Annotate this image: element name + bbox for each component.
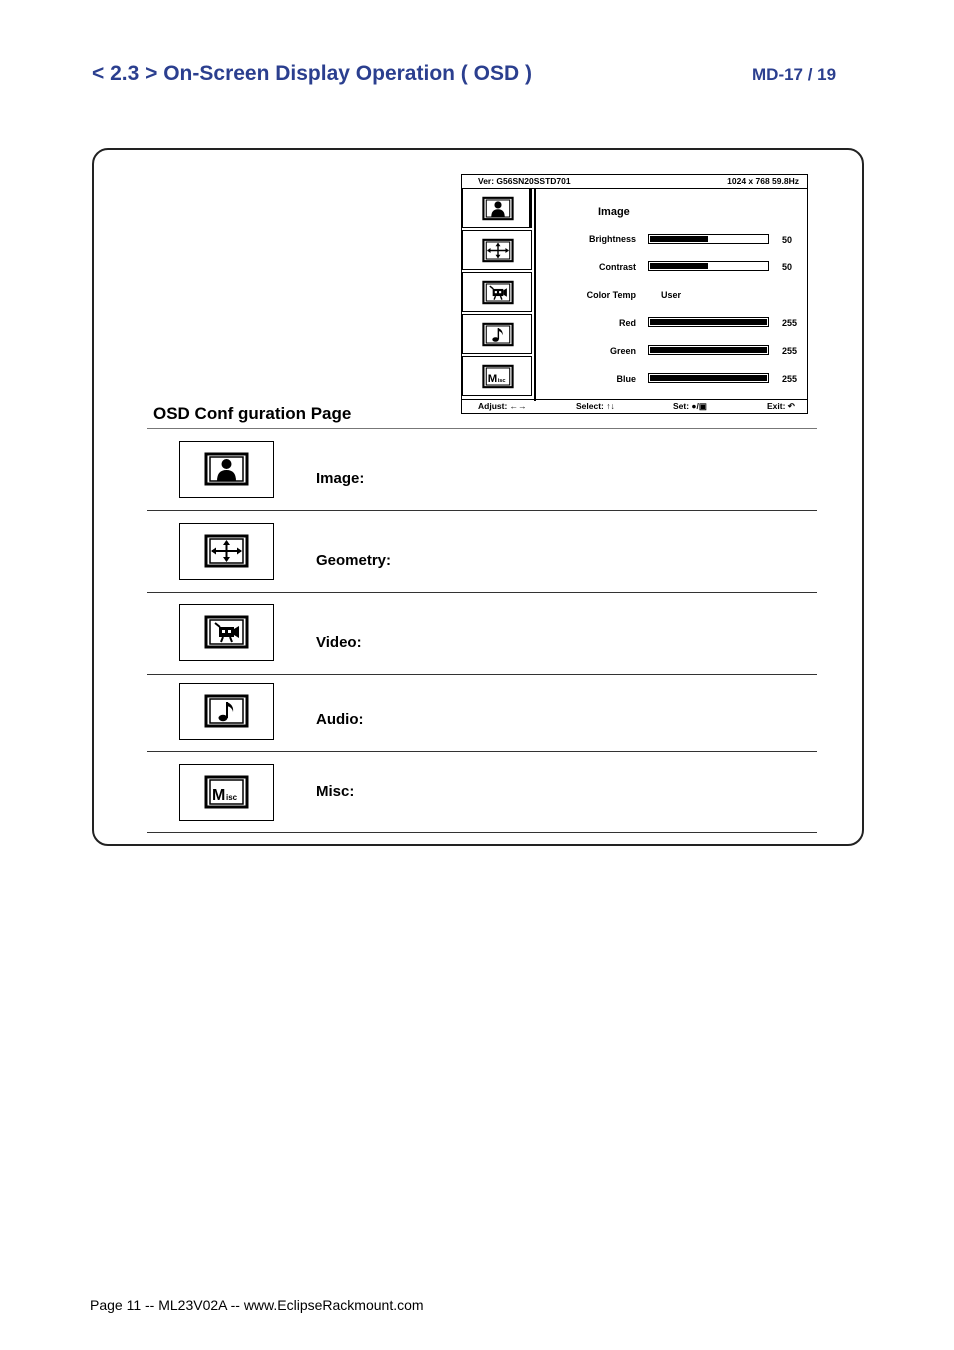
menu-item-video: Video: (316, 634, 362, 651)
osd-hint-exit: Exit: ↶ (767, 401, 795, 411)
osd-hint-select: Select: ↑↓ (576, 401, 615, 411)
misc-icon-small-letters: isc (497, 378, 506, 385)
green-value: 255 (782, 346, 798, 356)
page-footer: Page 11 -- ML23V02A -- www.EclipseRackmount.com (90, 1297, 424, 1313)
divider (147, 751, 817, 752)
osd-label-green: Green (609, 346, 636, 356)
misc-icon-box (179, 764, 274, 821)
red-value: 255 (782, 318, 798, 328)
brightness-value: 50 (782, 235, 793, 245)
osd-label-contrast: Contrast (598, 262, 636, 272)
audio-icon-box (179, 683, 274, 740)
red-slider[interactable] (648, 317, 769, 327)
model-number: MD-17 / 19 (752, 65, 837, 84)
contrast-fill (650, 263, 708, 269)
blue-value: 255 (782, 374, 798, 384)
person-icon (482, 196, 514, 221)
image-icon-box (179, 441, 274, 498)
green-slider[interactable] (648, 345, 769, 355)
osd-hint-adjust: Adjust: ←→ (478, 401, 527, 411)
color-temp-value[interactable]: User (661, 290, 682, 300)
divider (147, 592, 817, 593)
osd-panel (461, 174, 808, 414)
person-icon (204, 452, 249, 486)
blue-fill (650, 375, 767, 381)
video-camera-icon (204, 615, 249, 649)
contrast-slider[interactable] (648, 261, 769, 271)
blue-slider[interactable] (648, 373, 769, 383)
brightness-fill (650, 236, 708, 242)
menu-item-image: Image: (316, 470, 365, 487)
red-fill (650, 319, 767, 325)
osd-resolution: 1024 x 768 59.8Hz (727, 176, 799, 186)
osd-tab-image[interactable] (462, 188, 532, 228)
geometry-icon-box (179, 523, 274, 580)
osd-version: Ver: G56SN20SSTD701 (478, 176, 571, 186)
menu-item-misc: Misc: (316, 783, 355, 800)
green-fill (650, 347, 767, 353)
osd-top-bar (462, 175, 807, 189)
video-icon-box (179, 604, 274, 661)
menu-item-audio: Audio: (316, 711, 364, 728)
osd-hint-set: Set: ●/▣ (673, 401, 707, 411)
osd-label-brightness: Brightness (588, 234, 636, 244)
page-title: < 2.3 > On-Screen Display Operation ( OSD ) (92, 62, 532, 85)
divider (147, 832, 817, 833)
misc-icon-small-letters: isc (226, 793, 238, 802)
misc-icon (204, 775, 249, 809)
osd-label-color-temp: Color Temp (586, 290, 636, 300)
contrast-value: 50 (782, 262, 793, 272)
brightness-slider[interactable] (648, 234, 769, 244)
osd-bottom-bar (462, 399, 807, 413)
menu-item-geometry: Geometry: (316, 552, 392, 569)
osd-heading: Image (598, 206, 630, 218)
divider (147, 428, 817, 429)
osd-label-blue: Blue (616, 374, 636, 384)
osd-label-red: Red (618, 318, 636, 328)
divider (147, 510, 817, 511)
misc-icon-big-letter: M (212, 787, 226, 804)
divider (147, 674, 817, 675)
section-title: OSD Conf guration Page (153, 404, 352, 423)
geometry-arrows-icon (204, 534, 249, 568)
misc-icon-big-letter: M (487, 373, 498, 386)
music-note-icon (204, 694, 249, 728)
